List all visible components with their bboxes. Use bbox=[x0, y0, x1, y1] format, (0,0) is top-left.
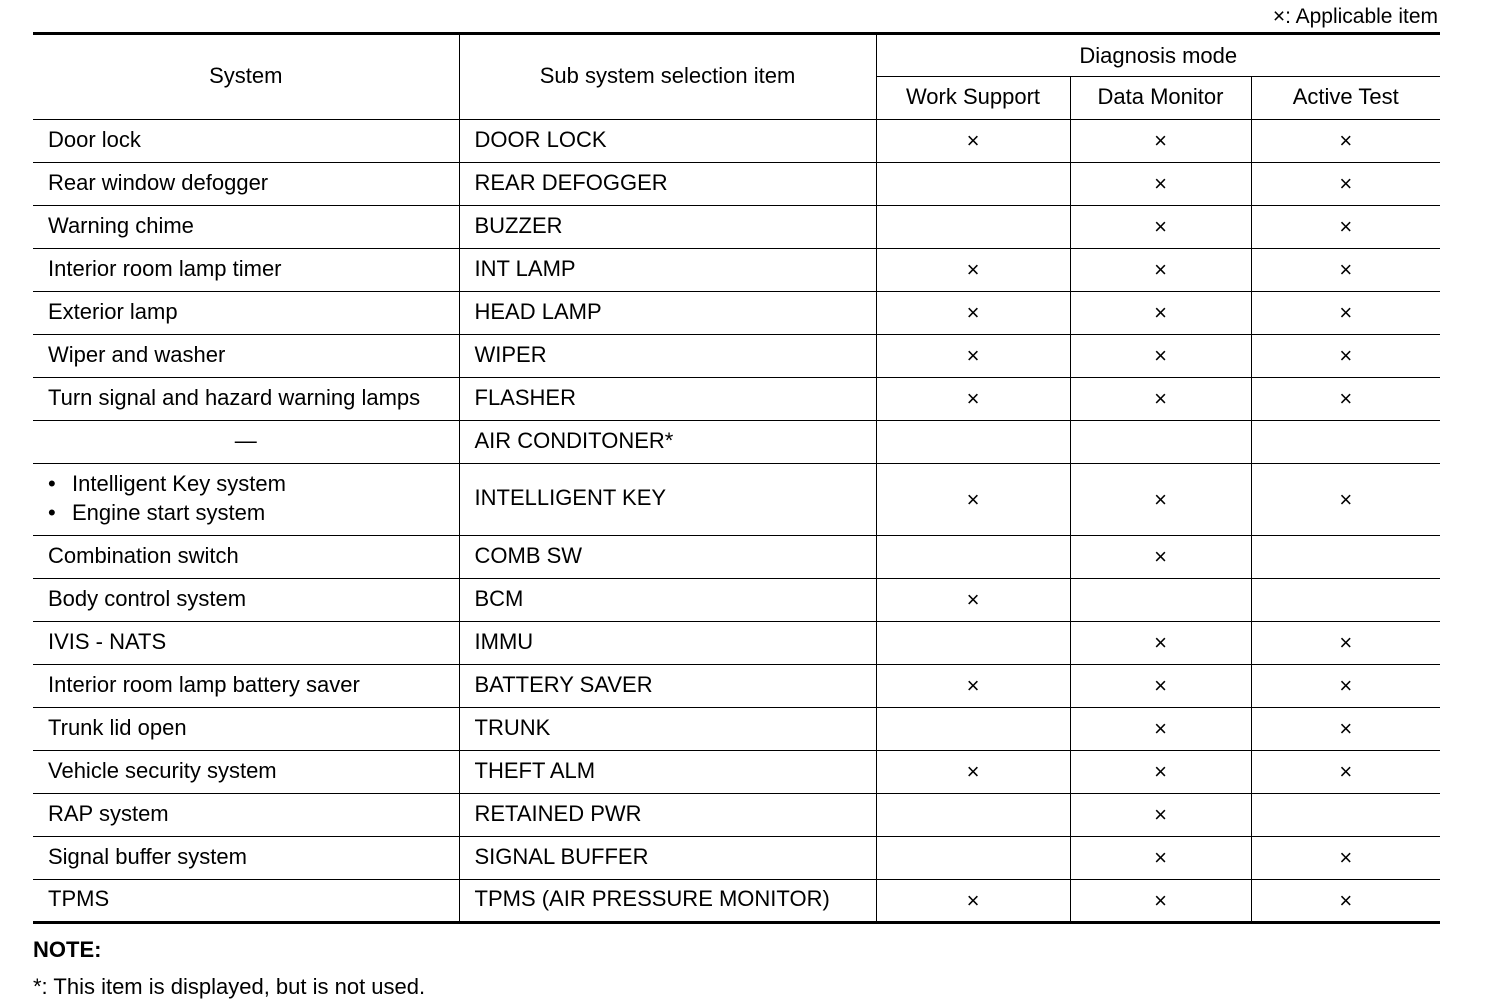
active-test-cell bbox=[1251, 421, 1440, 464]
active-test-cell: × bbox=[1251, 120, 1440, 163]
system-cell: Combination switch bbox=[33, 536, 459, 579]
data-monitor-cell: × bbox=[1070, 794, 1251, 837]
subsystem-cell: COMB SW bbox=[459, 536, 876, 579]
table-body bbox=[33, 120, 1440, 923]
subsystem-cell: TRUNK bbox=[459, 708, 876, 751]
system-bullet-list bbox=[48, 469, 459, 527]
active-test-cell: × bbox=[1251, 292, 1440, 335]
subsystem-cell: REAR DEFOGGER bbox=[459, 163, 876, 206]
note-heading: NOTE: bbox=[33, 937, 102, 962]
subsystem-cell: SIGNAL BUFFER bbox=[459, 837, 876, 880]
subsystem-cell: IMMU bbox=[459, 622, 876, 665]
data-monitor-cell: × bbox=[1070, 292, 1251, 335]
work-support-column-header: Work Support bbox=[876, 77, 1070, 120]
table-header bbox=[33, 34, 1440, 120]
system-cell: Interior room lamp timer bbox=[33, 249, 459, 292]
table-row bbox=[33, 880, 1440, 923]
table-row bbox=[33, 206, 1440, 249]
active-test-cell: × bbox=[1251, 464, 1440, 536]
work-support-cell: × bbox=[876, 464, 1070, 536]
header-row-1 bbox=[33, 34, 1440, 77]
diagnosis-mode-header: Diagnosis mode bbox=[876, 34, 1440, 77]
work-support-cell bbox=[876, 794, 1070, 837]
work-support-cell: × bbox=[876, 579, 1070, 622]
system-cell: Warning chime bbox=[33, 206, 459, 249]
data-monitor-cell: × bbox=[1070, 378, 1251, 421]
subsystem-cell: BUZZER bbox=[459, 206, 876, 249]
data-monitor-cell bbox=[1070, 579, 1251, 622]
system-cell: Interior room lamp battery saver bbox=[33, 665, 459, 708]
work-support-cell: × bbox=[876, 378, 1070, 421]
system-cell: Signal buffer system bbox=[33, 837, 459, 880]
active-test-cell: × bbox=[1251, 751, 1440, 794]
table-row bbox=[33, 378, 1440, 421]
active-test-column-header: Active Test bbox=[1251, 77, 1440, 120]
work-support-cell bbox=[876, 622, 1070, 665]
active-test-cell bbox=[1251, 794, 1440, 837]
active-test-cell bbox=[1251, 536, 1440, 579]
data-monitor-cell: × bbox=[1070, 163, 1251, 206]
table-row bbox=[33, 536, 1440, 579]
system-cell: Trunk lid open bbox=[33, 708, 459, 751]
table-row bbox=[33, 794, 1440, 837]
subsystem-cell: RETAINED PWR bbox=[459, 794, 876, 837]
work-support-cell bbox=[876, 837, 1070, 880]
data-monitor-cell: × bbox=[1070, 665, 1251, 708]
active-test-cell: × bbox=[1251, 249, 1440, 292]
active-test-cell: × bbox=[1251, 378, 1440, 421]
work-support-cell: × bbox=[876, 249, 1070, 292]
active-test-cell: × bbox=[1251, 708, 1440, 751]
system-column-header: System bbox=[33, 34, 459, 120]
table-row bbox=[33, 837, 1440, 880]
data-monitor-cell: × bbox=[1070, 120, 1251, 163]
table-row bbox=[33, 421, 1440, 464]
table-row bbox=[33, 335, 1440, 378]
subsystem-cell: HEAD LAMP bbox=[459, 292, 876, 335]
subsystem-cell: BCM bbox=[459, 579, 876, 622]
active-test-cell: × bbox=[1251, 665, 1440, 708]
data-monitor-cell: × bbox=[1070, 751, 1251, 794]
active-test-cell: × bbox=[1251, 837, 1440, 880]
system-cell: IVIS - NATS bbox=[33, 622, 459, 665]
subsystem-cell: FLASHER bbox=[459, 378, 876, 421]
subsystem-cell: INT LAMP bbox=[459, 249, 876, 292]
work-support-cell bbox=[876, 206, 1070, 249]
work-support-cell: × bbox=[876, 665, 1070, 708]
data-monitor-cell: × bbox=[1070, 335, 1251, 378]
system-cell: Wiper and washer bbox=[33, 335, 459, 378]
system-cell: Body control system bbox=[33, 579, 459, 622]
data-monitor-cell: × bbox=[1070, 837, 1251, 880]
table-row bbox=[33, 120, 1440, 163]
system-cell: Rear window defogger bbox=[33, 163, 459, 206]
subsystem-cell: AIR CONDITONER* bbox=[459, 421, 876, 464]
system-cell-dash: — bbox=[33, 421, 459, 464]
work-support-cell: × bbox=[876, 335, 1070, 378]
subsystem-cell: TPMS (AIR PRESSURE MONITOR) bbox=[459, 880, 876, 923]
data-monitor-cell: × bbox=[1070, 708, 1251, 751]
active-test-cell: × bbox=[1251, 163, 1440, 206]
table-row bbox=[33, 622, 1440, 665]
bullet-item: • Intelligent Key system bbox=[48, 469, 459, 498]
system-cell: Turn signal and hazard warning lamps bbox=[33, 378, 459, 421]
table-row bbox=[33, 292, 1440, 335]
subsystem-cell: INTELLIGENT KEY bbox=[459, 464, 876, 536]
data-monitor-cell: × bbox=[1070, 622, 1251, 665]
active-test-cell: × bbox=[1251, 622, 1440, 665]
diagnosis-mode-table bbox=[33, 32, 1440, 924]
subsystem-cell: WIPER bbox=[459, 335, 876, 378]
table-row bbox=[33, 249, 1440, 292]
work-support-cell bbox=[876, 163, 1070, 206]
subsystem-cell: THEFT ALM bbox=[459, 751, 876, 794]
data-monitor-cell bbox=[1070, 421, 1251, 464]
active-test-cell: × bbox=[1251, 880, 1440, 923]
table-row bbox=[33, 751, 1440, 794]
work-support-cell: × bbox=[876, 292, 1070, 335]
table-row bbox=[33, 579, 1440, 622]
subsystem-cell: DOOR LOCK bbox=[459, 120, 876, 163]
work-support-cell bbox=[876, 536, 1070, 579]
work-support-cell: × bbox=[876, 751, 1070, 794]
data-monitor-cell: × bbox=[1070, 464, 1251, 536]
system-cell: Exterior lamp bbox=[33, 292, 459, 335]
work-support-cell bbox=[876, 421, 1070, 464]
table-row bbox=[33, 464, 1440, 536]
applicable-item-legend: ×: Applicable item bbox=[1272, 5, 1438, 28]
data-monitor-cell: × bbox=[1070, 249, 1251, 292]
subsystem-cell: BATTERY SAVER bbox=[459, 665, 876, 708]
active-test-cell: × bbox=[1251, 335, 1440, 378]
active-test-cell bbox=[1251, 579, 1440, 622]
data-monitor-column-header: Data Monitor bbox=[1070, 77, 1251, 120]
system-cell: TPMS bbox=[33, 880, 459, 923]
subsystem-column-header: Sub system selection item bbox=[459, 34, 876, 120]
table-row bbox=[33, 665, 1440, 708]
work-support-cell bbox=[876, 708, 1070, 751]
system-cell: RAP system bbox=[33, 794, 459, 837]
work-support-cell: × bbox=[876, 880, 1070, 923]
system-cell: Door lock bbox=[33, 120, 459, 163]
active-test-cell: × bbox=[1251, 206, 1440, 249]
table-row bbox=[33, 163, 1440, 206]
system-cell-list bbox=[33, 464, 459, 536]
data-monitor-cell: × bbox=[1070, 536, 1251, 579]
data-monitor-cell: × bbox=[1070, 880, 1251, 923]
bullet-item: • Engine start system bbox=[48, 498, 459, 527]
table-row bbox=[33, 708, 1440, 751]
data-monitor-cell: × bbox=[1070, 206, 1251, 249]
work-support-cell: × bbox=[876, 120, 1070, 163]
note-text: *: This item is displayed, but is not used. bbox=[33, 974, 426, 999]
system-cell: Vehicle security system bbox=[33, 751, 459, 794]
